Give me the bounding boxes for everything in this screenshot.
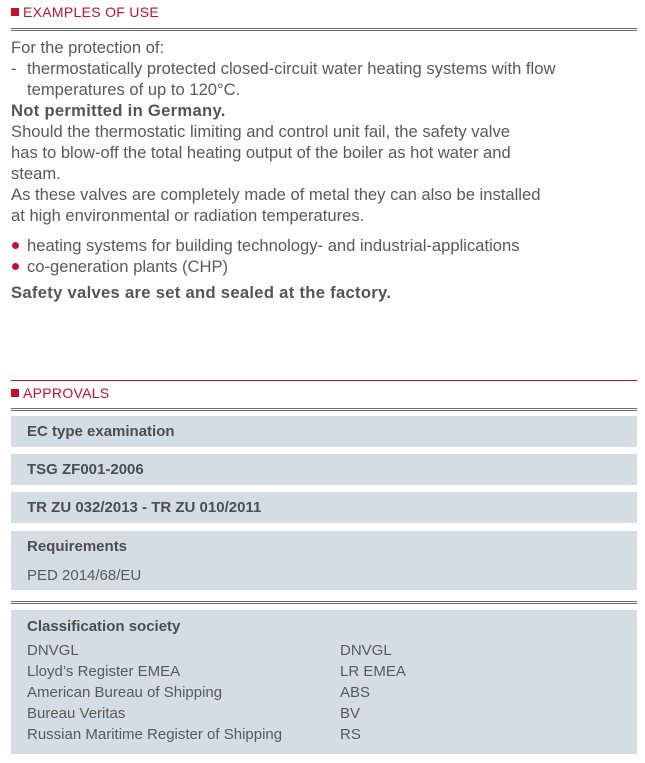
examples-divider <box>11 28 637 31</box>
paragraph-metal: As these valves are completely made of metal they can also be installed at high environmental or radiation temperatures. <box>11 185 541 225</box>
classification-divider <box>11 601 637 604</box>
approvals-top-rule <box>11 380 637 381</box>
classification-row: DNVGL DNVGL <box>27 642 392 659</box>
dash-item-line: temperatures of up to 120°C. <box>27 80 241 99</box>
approval-tr-box <box>11 492 637 523</box>
not-permitted-text: Not permitted in Germany. <box>11 101 226 120</box>
intro-text: For the protection of: <box>11 38 165 57</box>
classification-row: Lloyd’s Register EMEA LR EMEA <box>27 663 406 680</box>
bullet-item: heating systems for building technology- and industrial-applications <box>11 235 637 256</box>
bullet-dot-icon <box>12 263 19 270</box>
approval-tr-label: TR ZU 032/2013 - TR ZU 010/2011 <box>27 499 262 516</box>
approvals-heading <box>11 385 637 401</box>
sealed-text: Safety valves are set and sealed at the factory. <box>11 283 392 302</box>
approvals-heading-label: APPROVALS <box>23 385 110 401</box>
classification-row: American Bureau of Shipping ABS <box>27 684 371 701</box>
approval-tsg-box <box>11 454 637 485</box>
requirements-value: PED 2014/68/EU <box>27 567 142 584</box>
examples-body <box>11 37 637 303</box>
classification-title: Classification society <box>27 618 181 635</box>
examples-heading <box>11 4 637 20</box>
classification-row: Russian Maritime Register of Shipping RS <box>27 726 361 743</box>
requirements-box <box>11 531 637 590</box>
requirements-title: Requirements <box>27 538 128 555</box>
approval-tsg-label: TSG ZF001-2006 <box>27 461 144 478</box>
classification-box <box>11 610 637 754</box>
bullet-item: co-generation plants (CHP) <box>11 256 637 277</box>
approval-ec-box <box>11 416 637 447</box>
dash-marker: - <box>11 59 17 78</box>
red-square-icon <box>11 8 19 16</box>
approval-ec-label: EC type examination <box>27 423 175 440</box>
bullet-dot-icon <box>12 242 19 249</box>
dash-item-line: thermostatically protected closed-circuit water heating systems with flow <box>27 59 556 78</box>
classification-row: Bureau Veritas BV <box>27 705 361 722</box>
dash-item <box>11 58 637 100</box>
red-square-icon <box>11 389 19 397</box>
approvals-divider <box>11 408 637 411</box>
paragraph-blowoff: Should the thermostatic limiting and control unit fail, the safety valve has to blow-off the total heating output of the boiler as hot water and steam. <box>11 122 511 183</box>
examples-heading-label: EXAMPLES OF USE <box>23 4 159 20</box>
